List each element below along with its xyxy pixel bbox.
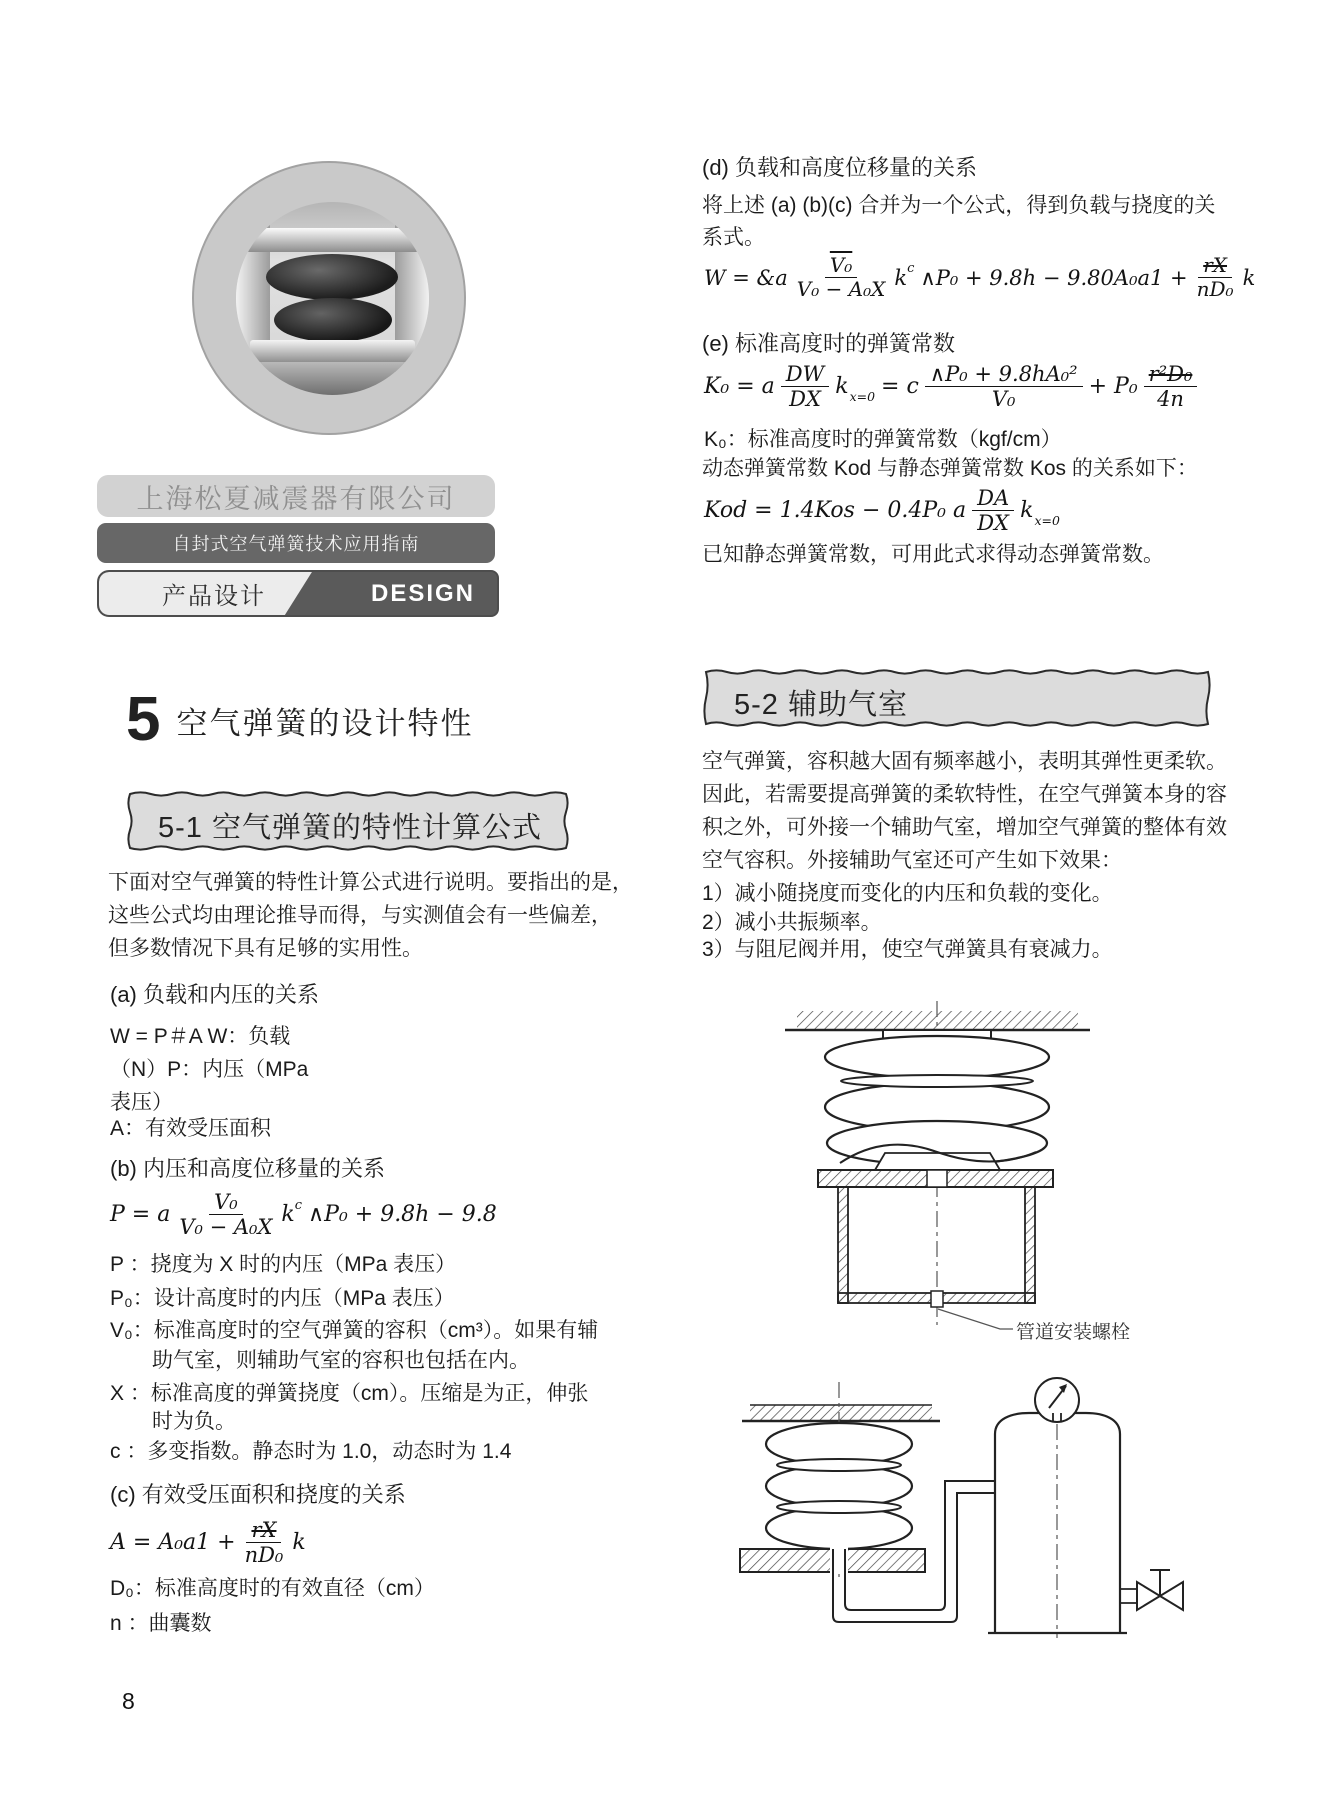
def-P0: P₀：设计高度时的内压（MPa 表压） [110,1287,455,1310]
figure-tank-connection [620,1372,1200,1664]
def-P: P ：挠度为 X 时的内压（MPa 表压） [110,1253,457,1276]
fig1-pipe-bolt-label: 管道安装螺栓 [1016,1321,1131,1343]
guide-title-box [97,523,495,563]
def-c: c ：多变指数。静态时为 1.0，动态时为 1.4 [110,1440,512,1463]
leader-line [938,1309,1013,1329]
intro-line-1: 下面对空气弹簧的特性计算公式进行说明。要指出的是， [108,871,633,894]
formula-kod-pre: Kod = 1.4Kos − 0.4P₀ a [704,498,967,524]
formula-e-fraction-1: $\frac{DW}{DX}$ [781,362,829,411]
tab-label-cn: 产品设计 [162,583,266,610]
formula-e-eq: = c [881,374,919,400]
top-plate-hatch [750,1405,932,1421]
photo-mid-plate [250,340,415,362]
s52-par-3: 积之外，可外接一个辅助气室，增加空气弹簧的整体有效 [702,816,1227,839]
formula-b-tail: ∧P₀ + 9.8h − 9.8 [308,1202,497,1228]
formula-b-bracket: k c [281,1198,303,1228]
photo-bottom-flange [262,362,403,395]
photo-bellows-upper [266,254,398,300]
bellows-waist [841,1075,1033,1087]
product-photo [236,202,429,395]
known-static-line: 已知静态弹簧常数，可用此式求得动态弹簧常数。 [702,543,1164,566]
formula-b-fraction: $\frac{\text{V₀}}{\text{V₀ − A₀X}}$ [179,1190,273,1240]
valve-body-left [1137,1582,1160,1610]
def-X-cont: 时为负。 [152,1410,236,1433]
section-5-1-title: 5-1 空气弹簧的特性计算公式 [158,812,542,844]
item-a-line-4: A：有效受压面积 [110,1117,272,1140]
item-e-heading: (e) 标准高度时的弹簧常数 [702,331,956,356]
chapter-heading [126,685,474,754]
s52-par-2: 因此，若需要提高弹簧的柔软特性，在空气弹簧本身的容 [702,783,1227,806]
formula-e-pre: K₀ = a [704,374,775,400]
formula-kod [704,486,1060,535]
s52-par-4: 空气容积。外接辅助气室还可产生如下效果： [702,849,1122,872]
page-number: 8 [122,1688,135,1714]
company-name: 上海松夏减震器有限公司 [136,483,456,514]
bellows-lobe-1 [825,1036,1049,1078]
formula-e-fraction-2: $\frac{\text{∧P₀ + 9.8hA₀²}}{\text{V₀}}$ [925,362,1083,411]
def-D0: D₀：标准高度时的有效直径（cm） [110,1577,435,1600]
formula-d-fraction-2: $\frac{rX}{\text{nD₀}}$ [1196,253,1234,301]
item-a-line-3: 表压） [110,1091,173,1114]
tab-label-en: DESIGN [370,579,475,607]
waist-1 [777,1459,901,1471]
formula-kod-fraction: $\frac{DA}{DX}$ [972,486,1014,535]
formula-kod-bracket: k x=0 [1020,498,1060,529]
s52-list-3: 3）与阻尼阀并用，使空气弹簧具有衰减力。 [702,938,1113,961]
formula-e-plus: + P₀ [1088,374,1138,400]
section-tab [97,570,499,617]
formula-d-bracket-2: k [1242,265,1256,290]
waist-2 [777,1501,901,1513]
s52-par-1: 空气弹簧，容积越大固有频率越小，表明其弹性更柔软。 [702,750,1227,773]
pipe-mount-bolt [931,1291,943,1307]
figure-auxiliary-chamber [680,995,1140,1340]
def-X: X ：标准高度的弹簧挠度（cm）。压缩是为正，伸张 [110,1382,589,1405]
formula-c [110,1518,306,1567]
item-a-heading: (a) 负载和内压的关系 [110,982,320,1007]
item-d-par-2: 系式。 [702,226,765,249]
formula-b [110,1190,497,1239]
chapter-title: 空气弹簧的设计特性 [176,706,474,741]
item-d-heading: (d) 负载和高度位移量的关系 [702,155,978,180]
def-n: n ：曲囊数 [110,1612,212,1635]
formula-d-bracket-1: k c [894,261,915,290]
company-name-box [97,475,495,517]
formula-c-bracket: k [292,1530,306,1556]
item-b-heading: (b) 内压和高度位移量的关系 [110,1156,386,1181]
photo-top-plate [246,228,419,252]
item-a-line-2: （N）P：内压（MPa [110,1058,309,1081]
chamber-wall-right [1025,1187,1035,1303]
flange-center-bolt [927,1170,947,1187]
formula-d [704,254,1255,301]
s52-list-1: 1）减小随挠度而变化的内压和负载的变化。 [702,882,1113,905]
chapter-number: 5 [126,685,161,754]
def-V0: V₀：标准高度时的空气弹簧的容积（cm³）。如果有辅 [110,1319,599,1342]
chamber-wall-left [838,1187,848,1303]
item-a-line-1: W = P＃A W：负载 [110,1025,291,1048]
def-V0-cont: 助气室，则辅助气室的容积也包括在内。 [152,1349,530,1372]
formula-d-fraction-1: $\frac{\text{V₀}}{\text{V₀ − A₀X}}$ [796,253,886,301]
intro-line-3: 但多数情况下具有足够的实用性。 [108,937,423,960]
item-d-par-1: 将上述 (a) (b)(c) 合并为一个公式，得到负载与挠度的关 [702,194,1216,217]
formula-e-fraction-3: $\frac{\text{r²D₀}}{4n}$ [1144,362,1198,411]
kod-kos-relation: 动态弹簧常数 Kod 与静态弹簧常数 Kos 的关系如下： [702,457,1198,480]
formula-e-bracket-1: k x=0 [835,374,876,405]
formula-c-fraction: $\frac{rX}{\text{nD₀}}$ [244,1518,284,1568]
pressure-gauge [1035,1378,1079,1422]
product-photo-ring [192,161,466,435]
guide-title: 自封式空气弹簧技术应用指南 [172,534,420,554]
formula-e [704,362,1197,411]
formula-d-pre: W = &a [704,265,788,290]
section-5-2-title: 5-2 辅助气室 [734,689,908,721]
formula-d-mid: ∧P₀ + 9.8h − 9.80A₀a1 + [920,265,1188,290]
intro-line-2: 这些公式均由理论推导而得，与实测值会有一些偏差， [108,904,612,927]
s52-list-2: 2）减小共振频率。 [702,911,882,934]
item-c-heading: (c) 有效受压面积和挠度的关系 [110,1482,406,1507]
valve-body-right [1160,1582,1183,1610]
formula-b-pre: P = a [110,1202,171,1228]
def-K0: K₀：标准高度时的弹簧常数（kgf/cm） [704,428,1062,451]
formula-c-pre: A = A₀a1 + [110,1530,236,1556]
photo-bellows-lower [274,298,392,342]
